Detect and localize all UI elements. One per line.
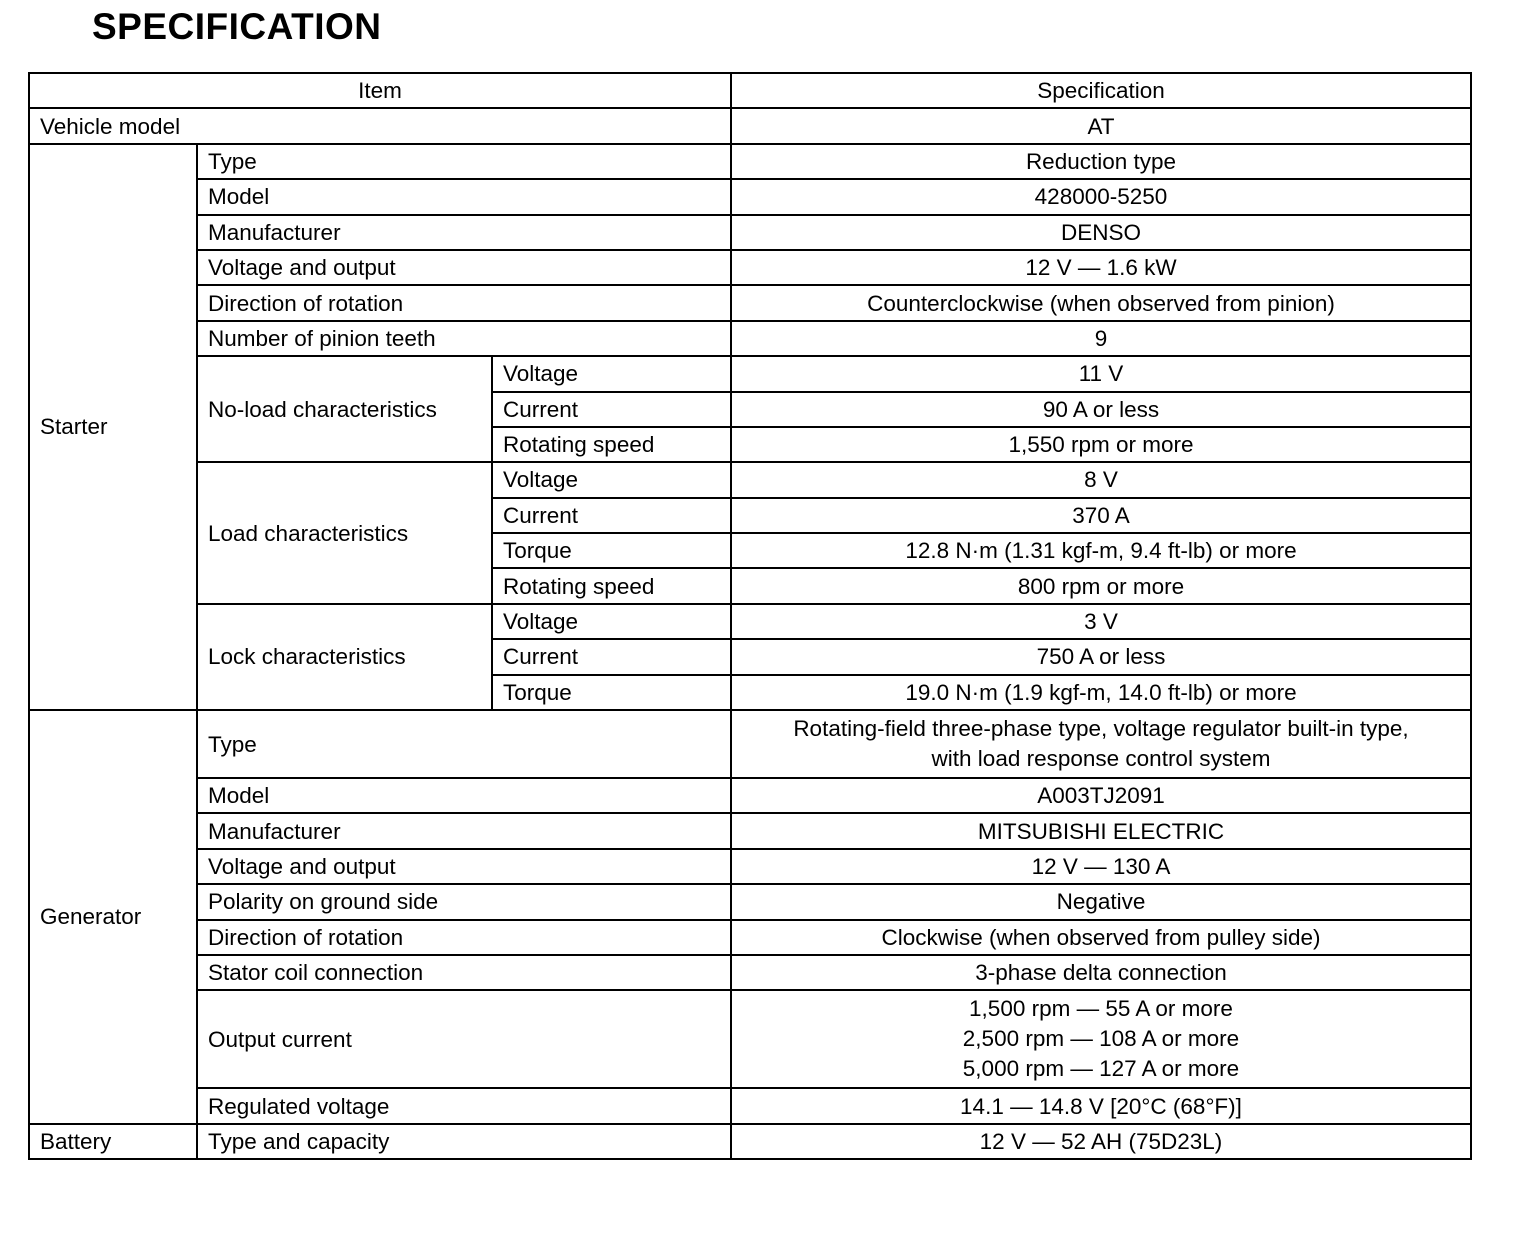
- row-label: Voltage: [492, 604, 731, 639]
- section-label-battery: Battery: [29, 1124, 197, 1159]
- table-row: [29, 285, 1471, 320]
- row-value: 9: [731, 321, 1471, 356]
- header-row: [29, 73, 1471, 108]
- row-value: 750 A or less: [731, 639, 1471, 674]
- row-value: 12 V — 1.6 kW: [731, 250, 1471, 285]
- header-item: Item: [29, 73, 731, 108]
- group-label-no-load: No-load characteristics: [197, 356, 492, 462]
- row-value: 370 A: [731, 498, 1471, 533]
- row-label: Voltage: [492, 356, 731, 391]
- row-value: A003TJ2091: [731, 778, 1471, 813]
- row-value: [731, 710, 1471, 778]
- row-value: 19.0 N·m (1.9 kgf-m, 14.0 ft-lb) or more: [731, 675, 1471, 710]
- table-row: [29, 108, 1471, 143]
- table-row: [29, 849, 1471, 884]
- table-row: [29, 462, 1471, 497]
- row-label: Number of pinion teeth: [197, 321, 731, 356]
- table-row: [29, 990, 1471, 1088]
- section-label-starter: Starter: [29, 144, 197, 710]
- table-row: [29, 813, 1471, 848]
- value-line: 2,500 rpm — 108 A or more: [962, 1026, 1240, 1052]
- row-label: Voltage: [492, 462, 731, 497]
- row-value: 1,550 rpm or more: [731, 427, 1471, 462]
- value-line: Rotating-field three-phase type, voltage regulator built-in type,: [793, 716, 1409, 742]
- value-line: 1,500 rpm — 55 A or more: [969, 996, 1233, 1022]
- specification-table: [28, 72, 1472, 1160]
- row-value: [731, 990, 1471, 1088]
- row-label: Current: [492, 639, 731, 674]
- row-label: Polarity on ground side: [197, 884, 731, 919]
- row-label: Current: [492, 498, 731, 533]
- row-label: Voltage and output: [197, 849, 731, 884]
- group-label-load: Load characteristics: [197, 462, 492, 604]
- row-label: Current: [492, 392, 731, 427]
- table-row: [29, 356, 1471, 391]
- row-value: Counterclockwise (when observed from pinion): [731, 285, 1471, 320]
- table-row: [29, 1124, 1471, 1159]
- row-label: Model: [197, 179, 731, 214]
- section-label-generator: Generator: [29, 710, 197, 1124]
- row-value: 11 V: [731, 356, 1471, 391]
- row-label: Direction of rotation: [197, 285, 731, 320]
- row-label: Stator coil connection: [197, 955, 731, 990]
- table-row: [29, 250, 1471, 285]
- row-label: Model: [197, 778, 731, 813]
- row-value: 8 V: [731, 462, 1471, 497]
- table-row: [29, 955, 1471, 990]
- row-value: 12 V — 130 A: [731, 849, 1471, 884]
- table-row: [29, 215, 1471, 250]
- row-label: Vehicle model: [29, 108, 731, 143]
- row-label: Type and capacity: [197, 1124, 731, 1159]
- row-label: Direction of rotation: [197, 920, 731, 955]
- row-value: MITSUBISHI ELECTRIC: [731, 813, 1471, 848]
- header-specification: Specification: [731, 73, 1471, 108]
- row-label: Torque: [492, 675, 731, 710]
- row-label: Type: [197, 710, 731, 778]
- row-label: Torque: [492, 533, 731, 568]
- row-label: Type: [197, 144, 731, 179]
- row-value: AT: [731, 108, 1471, 143]
- row-label: Manufacturer: [197, 813, 731, 848]
- table-row: [29, 710, 1471, 778]
- table-row: [29, 144, 1471, 179]
- group-label-lock: Lock characteristics: [197, 604, 492, 710]
- row-value: 14.1 — 14.8 V [20°C (68°F)]: [731, 1088, 1471, 1123]
- row-value: 800 rpm or more: [731, 568, 1471, 603]
- table-row: [29, 179, 1471, 214]
- row-value: 12 V — 52 AH (75D23L): [731, 1124, 1471, 1159]
- table-row: [29, 604, 1471, 639]
- table-row: [29, 920, 1471, 955]
- row-label: Regulated voltage: [197, 1088, 731, 1123]
- row-value: 12.8 N·m (1.31 kgf-m, 9.4 ft-lb) or more: [731, 533, 1471, 568]
- row-label: Rotating speed: [492, 427, 731, 462]
- value-line: with load response control system: [931, 746, 1271, 772]
- table-row: [29, 884, 1471, 919]
- row-value: 3 V: [731, 604, 1471, 639]
- value-line: 5,000 rpm — 127 A or more: [962, 1056, 1240, 1082]
- table-row: [29, 778, 1471, 813]
- row-value: Reduction type: [731, 144, 1471, 179]
- table-row: [29, 1088, 1471, 1123]
- row-value: 3-phase delta connection: [731, 955, 1471, 990]
- row-value: Clockwise (when observed from pulley side): [731, 920, 1471, 955]
- table-row: [29, 321, 1471, 356]
- row-value: Negative: [731, 884, 1471, 919]
- row-value: 90 A or less: [731, 392, 1471, 427]
- row-value: 428000-5250: [731, 179, 1471, 214]
- row-label: Manufacturer: [197, 215, 731, 250]
- page-title: SPECIFICATION: [92, 6, 382, 47]
- row-label: Voltage and output: [197, 250, 731, 285]
- row-value: DENSO: [731, 215, 1471, 250]
- row-label: Rotating speed: [492, 568, 731, 603]
- row-label: Output current: [197, 990, 731, 1088]
